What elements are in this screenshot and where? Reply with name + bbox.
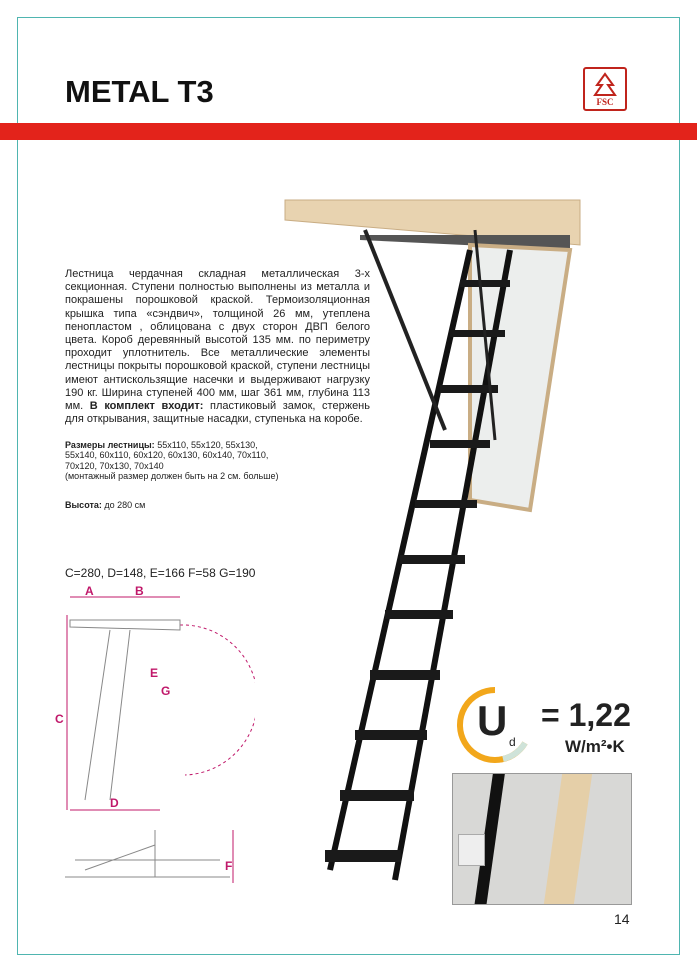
detail-photo — [452, 773, 632, 905]
kit-text: пластиковый замок, стержень для открывания, защитные насадки, ступенька на коробе. — [65, 400, 370, 426]
height-label: Высота: — [65, 500, 102, 510]
height-spec — [65, 500, 145, 510]
sizes-text: 55x110, 55x120, 55x130, 55x140, 60x110, 60x120, 60x130, 60x140, 70x110, 70x120, 70x130, 70x140 — [65, 440, 269, 471]
page-number: 14 — [614, 911, 630, 927]
sizes-note: (монтажный размер должен быть на 2 см. больше) — [65, 470, 279, 481]
label-a: A — [85, 585, 94, 598]
ud-symbol: U — [477, 697, 508, 744]
kit-label: В комплект входит: — [89, 400, 204, 413]
label-e: E — [150, 666, 159, 680]
dimension-diagram — [55, 585, 255, 895]
dimensions-text: C=280, D=148, E=166 F=58 G=190 — [65, 566, 256, 580]
label-f: F — [225, 859, 233, 873]
label-g: G — [161, 684, 171, 698]
ud-value: = 1,22 — [541, 697, 631, 733]
fsc-logo-text: FSC — [596, 97, 614, 107]
sizes-label: Размеры лестницы: — [65, 440, 155, 450]
description-text: Лестница чердачная складная металлическая 3-х секционная. Ступени полностью выполнены из металла и покрашены порошковой краской. Термоизоляционная крышка типа «сэндвич», толщиной 26 мм, утеплена пенопластом , облицована с двух сторон ДВП белого цвета. Короб деревянный высотой 135 мм. по периметру проходит уплотнитель. Все металлические элементы лестницы покрыты порошковой краской, ступени лестницы имеют антискользящие насечки и выдерживают нагрузку 190 кг. Ширина ступеней 400 мм, шаг 361 мм, глубина 113 мм. — [65, 268, 370, 413]
label-c: C — [55, 712, 64, 726]
sizes — [65, 440, 285, 481]
label-b: B — [135, 585, 144, 598]
description — [65, 268, 370, 426]
page-title: METAL T3 — [65, 74, 214, 109]
ud-subscript: d — [509, 735, 516, 749]
height-text: до 280 см — [101, 500, 146, 510]
header-bar — [0, 123, 697, 140]
label-d: D — [110, 796, 119, 810]
ud-unit: W/m²•K — [565, 737, 625, 756]
ud-badge — [455, 685, 645, 765]
fsc-logo — [583, 67, 627, 111]
